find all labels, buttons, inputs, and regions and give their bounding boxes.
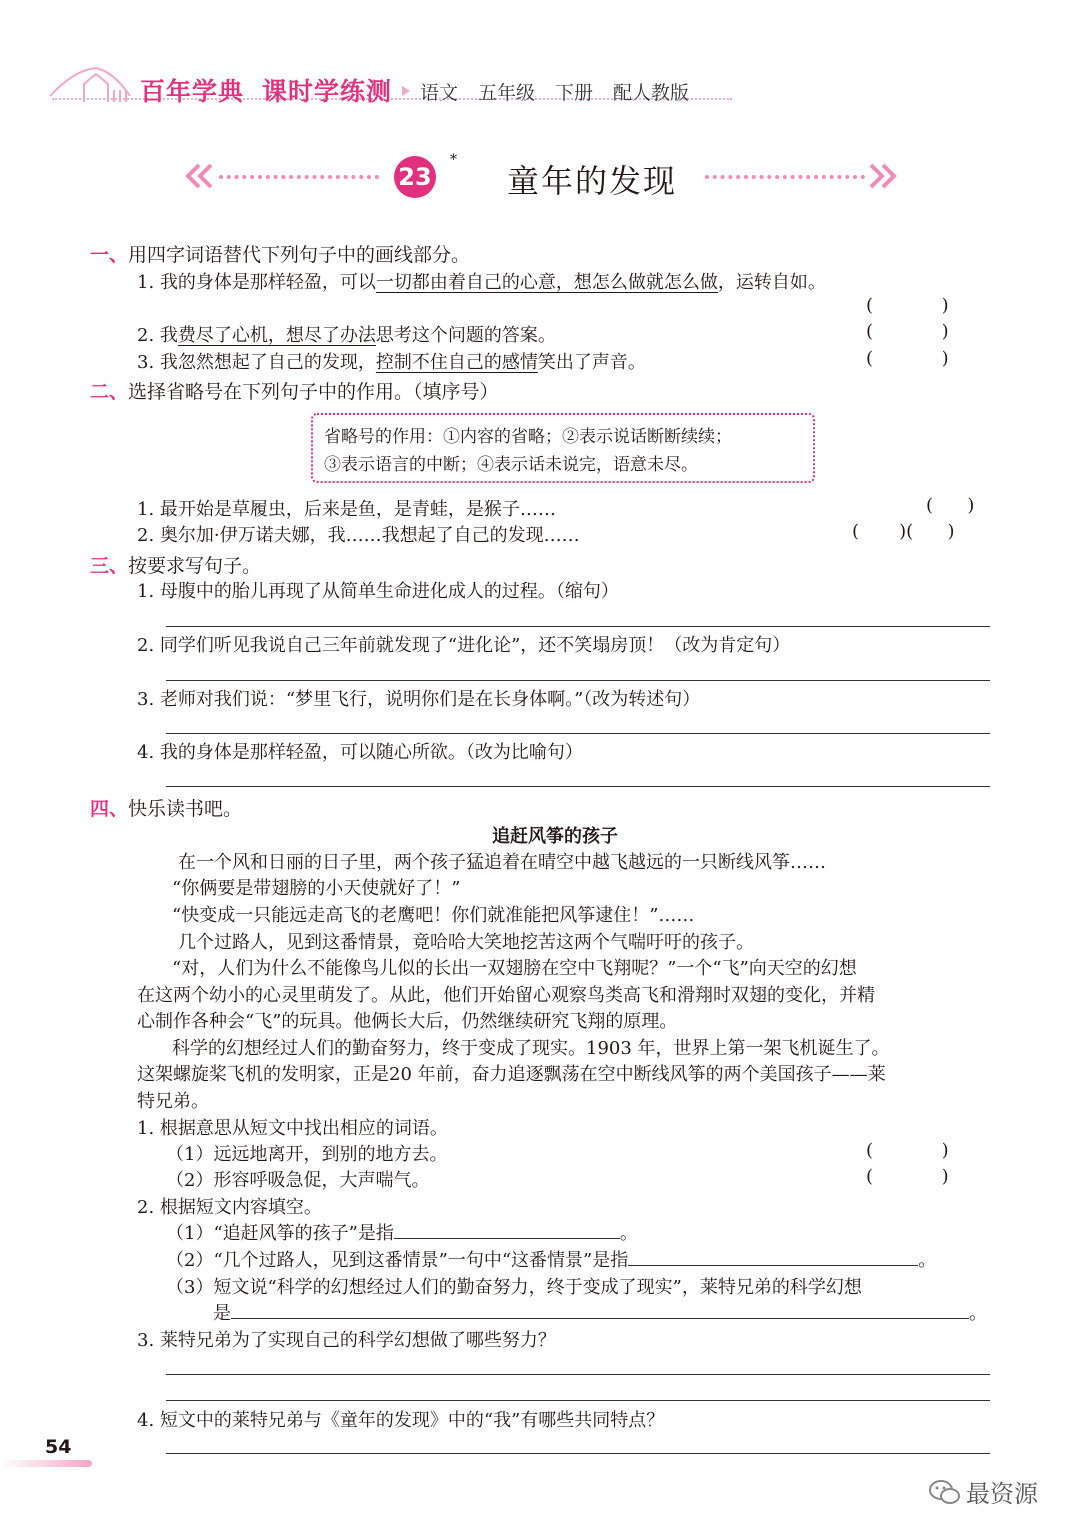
fill-blank[interactable]: [231, 1300, 969, 1319]
section-4-num: 四、: [90, 798, 129, 820]
s1-question-1: [137, 268, 826, 294]
section-2-num: 二、: [90, 381, 129, 403]
story-paragraph-6-line-1: 科学的幻想经过人们的勤奋努力，终于变成了现实。1903 年，世界上第一架飞机诞生了。: [172, 1038, 890, 1059]
s1-q1-pre: 1. 我的身体是那样轻盈，可以: [137, 272, 376, 293]
answer-line[interactable]: [166, 626, 990, 627]
story-paragraph-3: “快变成一只能远走高飞的老鹰吧！你们就准能把风筝逮住！”……: [172, 905, 695, 926]
fill-blank[interactable]: [628, 1247, 918, 1266]
s4-q2-1-text: （1）“追赶风筝的孩子”是指: [166, 1223, 394, 1244]
s3-question-1: 1. 母腹中的胎儿再现了从简单生命进化成人的过程。（缩句）: [137, 581, 619, 602]
story-paragraph-5-line-2: 在这两个幼小的心灵里萌发了。从此，他们开始留心观察鸟类高飞和滑翔时双翅的变化，并精: [137, 985, 875, 1006]
s4-question-2: 2. 根据短文内容填空。: [137, 1197, 322, 1218]
s1-q2-post: 思考这个问题的答案。: [375, 325, 556, 346]
story-title: 追赶风筝的孩子: [492, 826, 618, 847]
story-paragraph-2: “你俩要是带翅膀的小天使就好了！”: [172, 878, 461, 899]
s4-question-2-1: [166, 1219, 638, 1245]
section-2-title: 选择省略号在下列句子中的作用。（填序号）: [128, 381, 499, 403]
s1-question-3: [137, 348, 646, 374]
s4-question-2-3: （3）短文说“科学的幻想经过人们的勤奋努力，终于变成了现实”，莱特兄弟的科学幻想: [166, 1277, 862, 1298]
answer-line[interactable]: [166, 1374, 990, 1375]
s1-q2-underlined: 费尽了心机，想尽了办法: [177, 325, 376, 346]
tip-line-1: 省略号的作用：①内容的省略；②表示说话断断续续；: [324, 427, 732, 447]
edition: 配人教版: [613, 82, 690, 104]
answer-line[interactable]: [166, 1453, 990, 1454]
period: 。: [918, 1250, 937, 1271]
answer-paren[interactable]: ( ): [866, 348, 949, 369]
section-2-heading: [90, 377, 499, 404]
lesson-star: *: [450, 152, 457, 168]
double-chevron-right-icon: [867, 163, 897, 189]
answer-paren[interactable]: ( ): [866, 321, 949, 342]
s1-q2-pre: 2. 我: [137, 325, 178, 346]
double-chevron-left-icon: [185, 163, 215, 189]
s4-question-2-2: [166, 1246, 936, 1272]
section-3-num: 三、: [90, 555, 129, 577]
answer-paren[interactable]: ( ): [866, 295, 949, 316]
story-paragraph-1: 在一个风和日丽的日子里，两个孩子猛追着在晴空中越飞越远的一只断线风筝……: [178, 852, 826, 873]
s1-q3-post: 笑出了声音。: [537, 352, 646, 373]
s4-question-1-1: （1）远远地离开，到别的地方去。: [166, 1144, 448, 1165]
story-paragraph-5-line-3: 心制作各种会“飞”的玩具。他俩长大后，仍然继续研究飞翔的原理。: [137, 1011, 678, 1032]
house-logo-icon: [44, 62, 136, 106]
fill-blank[interactable]: [394, 1220, 620, 1239]
section-4-title: 快乐读书吧。: [128, 798, 243, 820]
title-dots-right: [705, 175, 865, 179]
s3-question-3: 3. 老师对我们说：“梦里飞行，说明你们是在长身体啊。”（改为转述句）: [137, 689, 701, 710]
story-paragraph-4: 几个过路人，见到这番情景，竟哈哈大笑地挖苦这两个气喘吁吁的孩子。: [178, 932, 754, 953]
section-4-heading: [90, 794, 242, 821]
tip-line-2: ③表示语言的中断；④表示话未说完，语意未尽。: [324, 455, 698, 475]
story-paragraph-5-line-1: “对，人们为什么不能像鸟儿似的长出一双翅膀在空中飞翔呢？”一个“飞”向天空的幻想: [172, 958, 857, 979]
brand-title: [140, 72, 392, 108]
book-info: [420, 78, 709, 105]
lesson-title: 童年的发现: [507, 162, 678, 200]
wechat-icon: [928, 1478, 962, 1506]
answer-paren[interactable]: ( ): [926, 495, 975, 516]
s4-q2-3-shi: 是: [213, 1303, 231, 1324]
page-number-bar: [0, 1460, 92, 1467]
s4-question-1: 1. 根据意思从短文中找出相应的词语。: [137, 1118, 448, 1139]
s1-q1-post: ，运转自如。: [717, 272, 826, 293]
s2-question-1: 1. 最开始是草履虫，后来是鱼，是青蛙，是猴子……: [137, 499, 556, 520]
section-1-heading: [90, 240, 470, 267]
s3-question-2: 2. 同学们听见我说自己三年前就发现了“进化论”，还不笑塌房顶！（改为肯定句）: [137, 635, 791, 656]
section-3-title: 按要求写句子。: [128, 555, 262, 577]
answer-paren-double[interactable]: ( )( ): [852, 521, 955, 542]
s1-question-2: [137, 321, 556, 347]
answer-line[interactable]: [166, 680, 990, 681]
subject: 语文: [420, 82, 459, 104]
grade: 五年级: [478, 82, 536, 104]
watermark-text: 最资源: [966, 1480, 1038, 1508]
lesson-number-badge: 23: [394, 156, 436, 198]
story-paragraph-6-line-2: 这架螺旋桨飞机的发明家，正是20 年前，奋力追逐飘荡在空中断线风筝的两个美国孩子——莱: [137, 1064, 886, 1085]
brand-name: 百年学典: [140, 77, 245, 106]
section-3-heading: [90, 551, 261, 578]
s4-question-2-3-cont: [213, 1299, 987, 1325]
header-arrow-icon: [402, 86, 410, 96]
s3-question-4: 4. 我的身体是那样轻盈，可以随心所欲。（改为比喻句）: [137, 742, 583, 763]
answer-line[interactable]: [166, 1400, 990, 1401]
s4-question-3: 3. 莱特兄弟为了实现自己的科学幻想做了哪些努力？: [137, 1330, 556, 1351]
s4-question-1-2: （2）形容呼吸急促，大声喘气。: [166, 1170, 430, 1191]
s1-q1-underlined: 一切都由着自己的心意，想怎么做就怎么做: [375, 272, 718, 293]
answer-paren[interactable]: ( ): [866, 1166, 949, 1187]
page-number: 54: [45, 1436, 72, 1458]
lesson-title-row: [185, 150, 895, 204]
volume: 下册: [555, 82, 594, 104]
answer-line[interactable]: [166, 786, 990, 787]
period: 。: [969, 1303, 987, 1324]
section-1-title: 用四字词语替代下列句子中的画线部分。: [128, 244, 471, 266]
story-paragraph-6-line-3: 特兄弟。: [137, 1091, 209, 1112]
brand-series: 课时学练测: [262, 77, 393, 106]
answer-line[interactable]: [166, 733, 990, 734]
answer-paren[interactable]: ( ): [866, 1140, 949, 1161]
section-1-num: 一、: [90, 244, 129, 266]
title-dots-left: [219, 175, 379, 179]
s4-q2-2-text: （2）“几个过路人，见到这番情景”一句中“这番情景”是指: [166, 1250, 629, 1271]
s1-q3-underlined: 控制不住自己的感情: [375, 352, 538, 373]
s1-q3-pre: 3. 我忽然想起了自己的发现，: [137, 352, 376, 373]
s2-question-2: 2. 奥尔加·伊万诺夫娜，我……我想起了自己的发现……: [137, 525, 580, 546]
period: 。: [619, 1223, 638, 1244]
s4-question-4: 4. 短文中的莱特兄弟与《童年的发现》中的“我”有哪些共同特点？: [137, 1410, 665, 1431]
